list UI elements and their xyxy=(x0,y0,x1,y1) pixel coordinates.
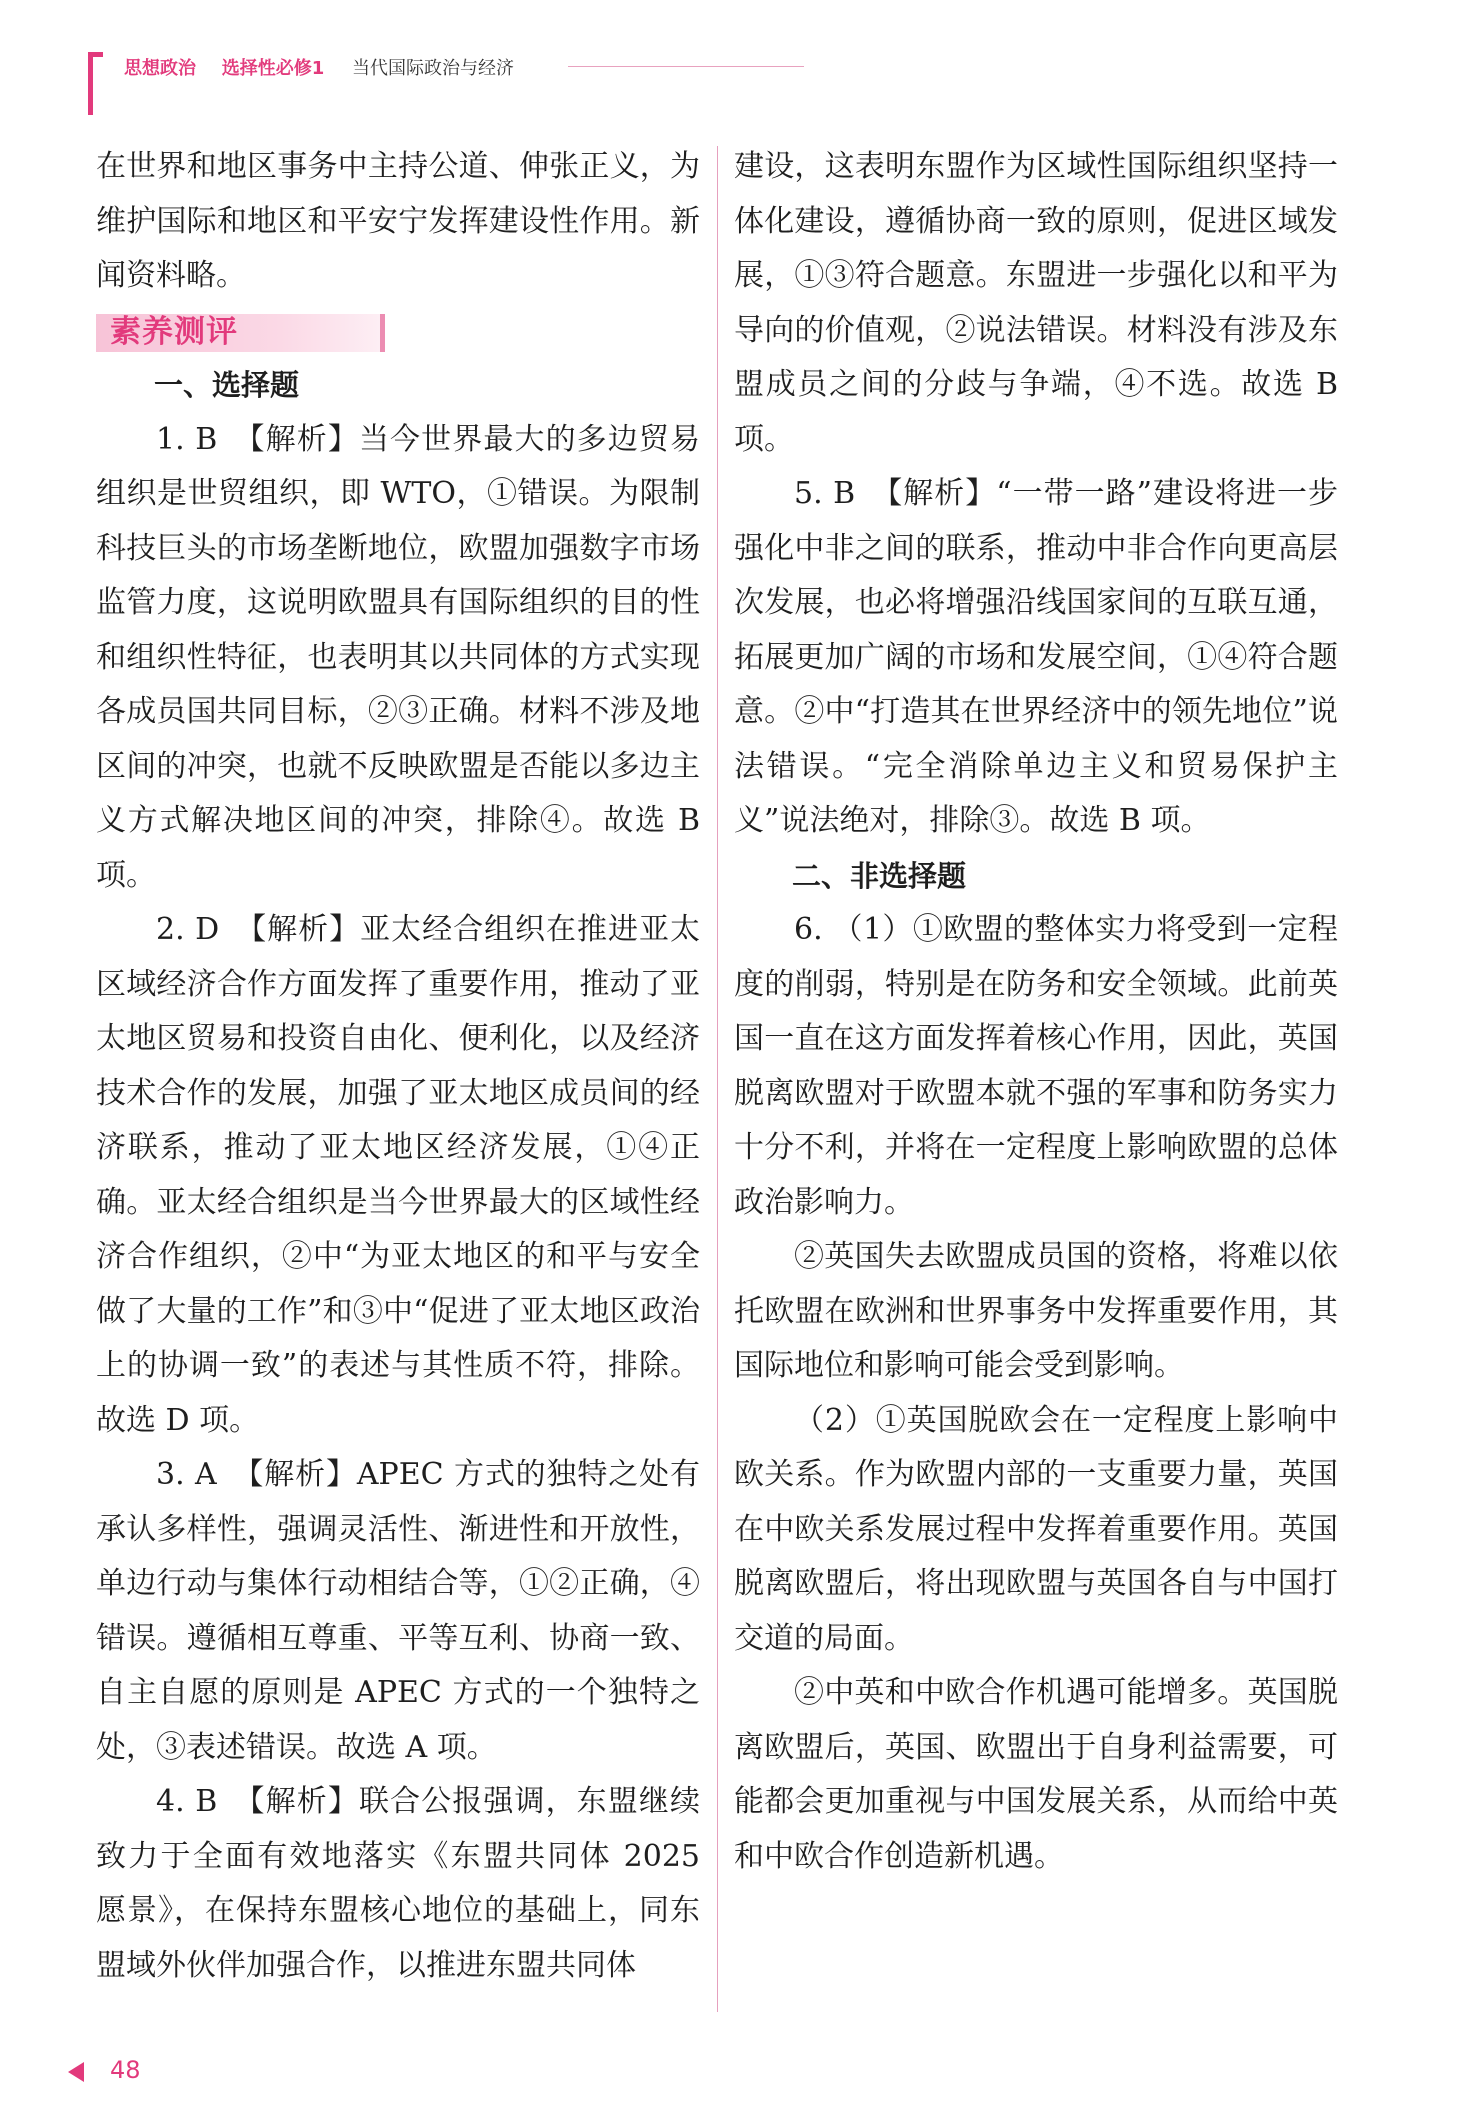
section-title-nonchoice: 二、非选择题 xyxy=(792,858,967,893)
left-column xyxy=(96,140,700,1993)
answer-q3: 3. A 【解析】APEC 方式的独特之处有承认多样性，强调灵活性、渐进性和开放性，单边行动与集体行动相结合等，①②正确，④错误。遵循相互尊重、平等互利、协商一致、自主自愿的原则是 APEC 方式的一个独特之处，③表述错误。故选 A 项。 xyxy=(96,1457,700,1765)
answer-q4-continued: 建设，这表明东盟作为区域性国际组织坚持一体化建设，遵循协商一致的原则，促进区域发展，①③符合题意。东盟进一步强化以和平为导向的价值观，②说法错误。材料没有涉及东盟成员之间的分歧与争端，④不选。故选 B 项。 xyxy=(734,149,1338,457)
column-divider xyxy=(717,146,718,2012)
page-arrow-icon xyxy=(68,2062,84,2082)
header-book-title: 当代国际政治与经济 xyxy=(352,58,514,79)
right-column xyxy=(734,140,1338,1884)
section-banner-label: 素养测评 xyxy=(110,313,238,350)
answer-q6-2b: ②中英和中欧合作机遇可能增多。英国脱离欧盟后，英国、欧盟出于自身利益需要，可能都会更加重视与中国发展关系，从而给中英和中欧合作创造新机遇。 xyxy=(734,1675,1338,1874)
answer-q5: 5. B 【解析】“一带一路”建设将进一步强化中非之间的联系，推动中非合作向更高层次发展，也必将增强沿线国家间的互联互通，拓展更加广阔的市场和发展空间，①④符合题意。②中“打造其在世界经济中的领先地位”说法错误。“完全消除单边主义和贸易保护主义”说法绝对，排除③。故选 B 项。 xyxy=(734,476,1338,838)
section-title-choice: 一、选择题 xyxy=(154,368,300,402)
answer-q6-2a: （2）①英国脱欧会在一定程度上影响中欧关系。作为欧盟内部的一支重要力量，英国在中欧关系发展过程中发挥着重要作用。英国脱离欧盟后，将出现欧盟与英国各自与中国打交道的局面。 xyxy=(734,1402,1338,1656)
answer-q1: 1. B 【解析】当今世界最大的多边贸易组织是世贸组织，即 WTO，①错误。为限制科技巨头的市场垄断地位，欧盟加强数字市场监管力度，这说明欧盟具有国际组织的目的性和组织性特征，也表明其以共同体的方式实现各成员国共同目标，②③正确。材料不涉及地区间的冲突，也就不反映欧盟是否能以多边主义方式解决地区间的冲突，排除④。故选 B 项。 xyxy=(96,421,700,893)
page-header xyxy=(88,52,1388,112)
header-bracket-decoration xyxy=(88,52,103,115)
header-module: 选择性必修1 xyxy=(221,58,325,79)
answer-q4-part: 4. B 【解析】联合公报强调，东盟继续致力于全面有效地落实《东盟共同体 2025 愿景》，在保持东盟核心地位的基础上，同东盟域外伙伴加强合作，以推进东盟共同体 xyxy=(96,1784,700,1983)
intro-paragraph: 在世界和地区事务中主持公道、伸张正义，为维护国际和地区和平安宁发挥建设性作用。新闻资料略。 xyxy=(96,149,700,293)
header-subject: 思想政治 xyxy=(124,58,196,79)
answer-q6-1b: ②英国失去欧盟成员国的资格，将难以依托欧盟在欧洲和世界事务中发挥重要作用，其国际地位和影响可能会受到影响。 xyxy=(734,1239,1338,1383)
page-number: 48 xyxy=(110,2056,141,2084)
header-rule xyxy=(568,66,804,67)
answer-q2: 2. D 【解析】亚太经合组织在推进亚太区域经济合作方面发挥了重要作用，推动了亚太地区贸易和投资自由化、便利化，以及经济技术合作的发展，加强了亚太地区成员间的经济联系，推动了亚太地区经济发展，①④正确。亚太经合组织是当今世界最大的区域性经济合作组织，②中“为亚太地区的和平与安全做了大量的工作”和③中“促进了亚太地区政治上的协调一致”的表述与其性质不符，排除。故选 D 项。 xyxy=(96,912,700,1438)
answer-q6-1a: 6. （1）①欧盟的整体实力将受到一定程度的削弱，特别是在防务和安全领域。此前英国一直在这方面发挥着核心作用，因此，英国脱离欧盟对于欧盟本就不强的军事和防务实力十分不利，并将在一定程度上影响欧盟的总体政治影响力。 xyxy=(734,912,1338,1220)
section-banner-wrap xyxy=(96,304,700,359)
header-text xyxy=(124,54,514,80)
section-banner xyxy=(96,314,385,352)
